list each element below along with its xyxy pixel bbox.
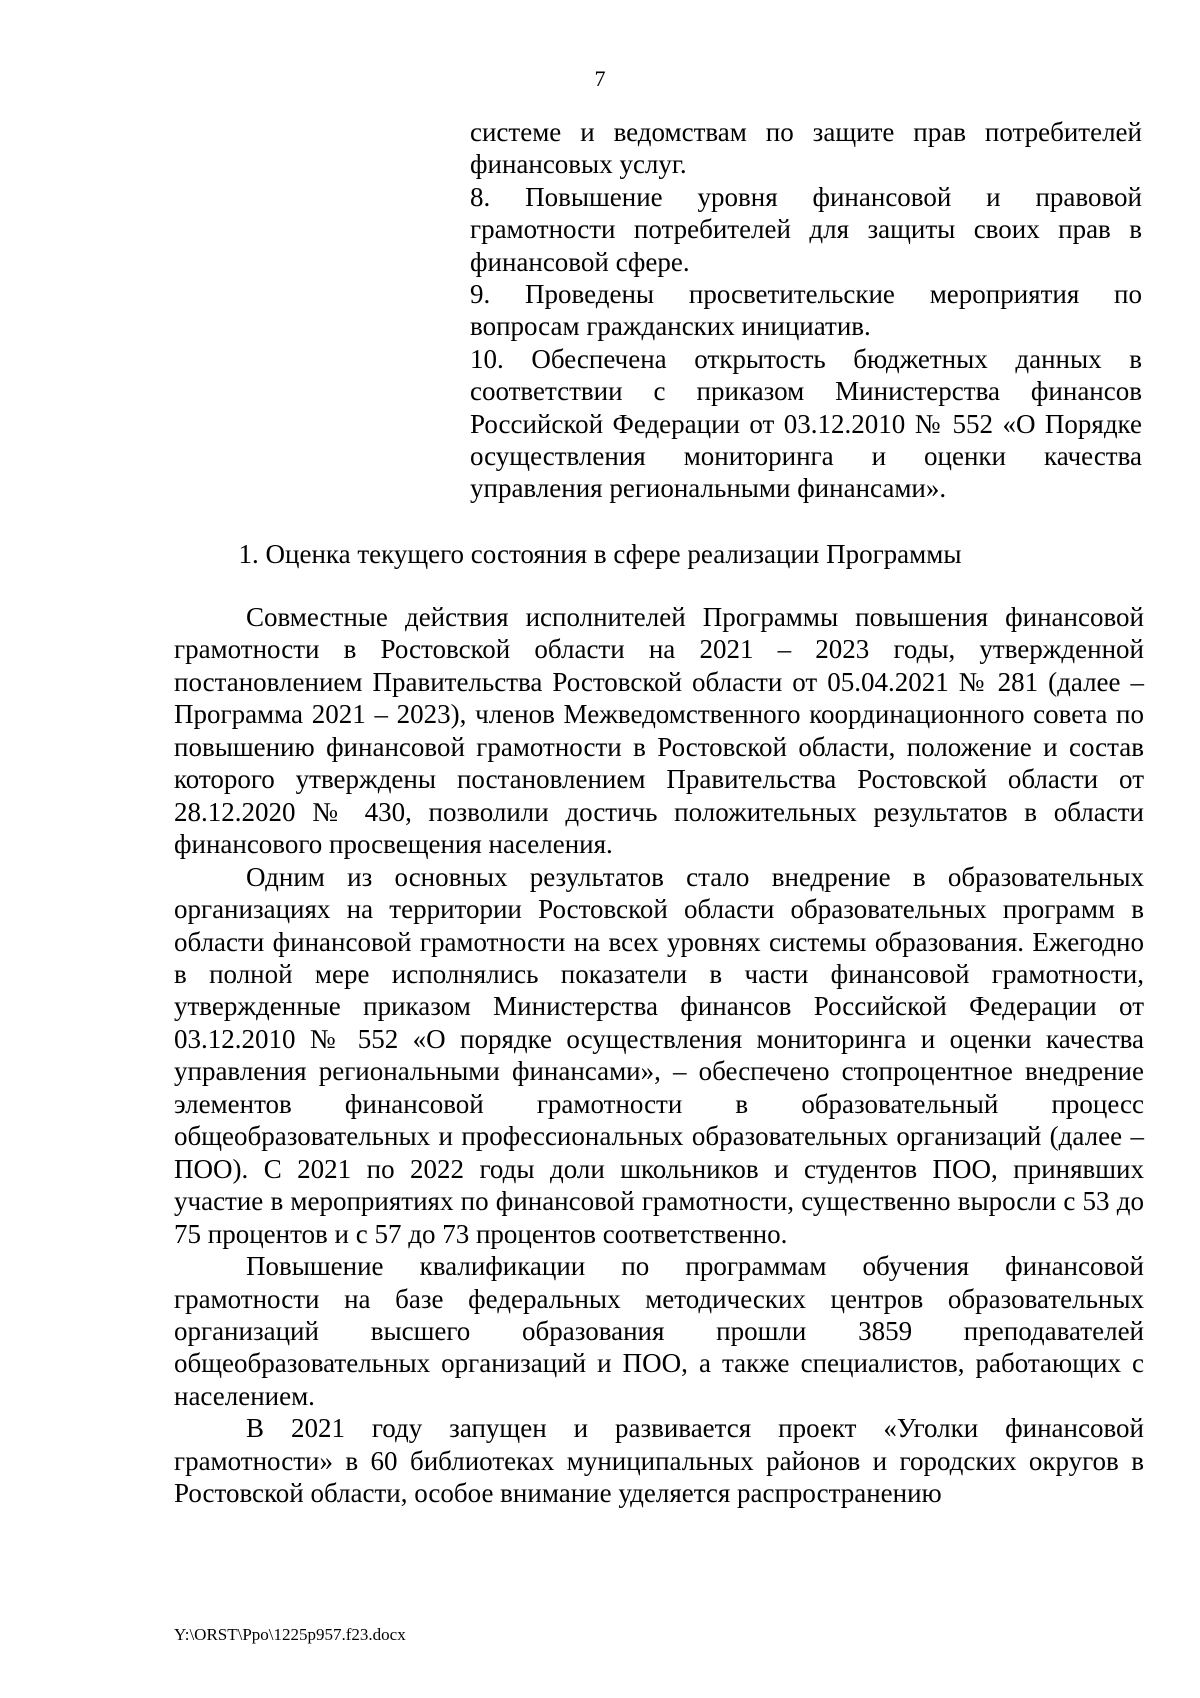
paragraph: Повышение квалификации по программам обучения финансовой грамотности на базе федеральных методических центров образовательных организаций высшего образования прошли 3859 преподавателей общеобразовательных организаций и ПОО, а также специалистов, работающих с населением. bbox=[174, 1251, 1144, 1411]
list-item: 10. Обеспечена открытость бюджетных данных в соответствии с приказом Министерства финансов Российской Федерации от 03.12.2010 № 552 «О Порядке осуществления мониторинга и оценки качества управления региональными финансами». bbox=[470, 343, 1142, 504]
list-item: системе и ведомствам по защите прав потребителей финансовых услуг. bbox=[470, 117, 1142, 180]
footer-file-path: Y:\ORST\Ppo\1225p957.f23.docx bbox=[174, 1625, 406, 1644]
page-number: 7 bbox=[594, 66, 606, 91]
paragraph: В 2021 году запущен и развивается проект «Уголки финансовой грамотности» в 60 библиотеках муниципальных районов и городских округов в Ростовской области, особое внимание уделяется распространению bbox=[174, 1413, 1144, 1509]
paragraph: Одним из основных результатов стало внедрение в образовательных организациях на территории Ростовской области образовательных программ в области финансовой грамотности на всех уровнях системы образования. Ежегодно в полной мере исполнялись показатели в части финансовой грамотности, утвержденные приказом Министерства финансов Российской Федерации от 03.12.2010 № 552 «О порядке осуществления мониторинга и оценки качества управления региональными финансами», – обеспечено стопроцентное внедрение элементов финансовой грамотности в образовательный процесс общеобразовательных и профессиональных образовательных организаций (далее – ПОО). С 2021 по 2022 годы доли школьников и студентов ПОО, принявших участие в мероприятиях по финансовой грамотности, существенно выросли с 53 до 75 процентов и с 57 до 73 процентов соответственно. bbox=[174, 861, 1144, 1249]
paragraph: Совместные действия исполнителей Программы повышения финансовой грамотности в Ростовской области на 2021 – 2023 годы, утвержденной постановлением Правительства Ростовской области от 05.04.2021 № 281 (далее – Программа 2021 – 2023), членов Межведомственного координационного совета по повышению финансовой грамотности в Ростовской области, положение и состав которого утверждены постановлением Правительства Ростовской области от 28.12.2020 № 430, позволили достичь положительных результатов в области финансового просвещения населения. bbox=[174, 602, 1144, 860]
list-item: 9. Проведены просветительские мероприятия по вопросам гражданских инициатив. bbox=[470, 279, 1142, 342]
list-continuation bbox=[470, 116, 1142, 505]
section-body bbox=[174, 601, 1144, 1510]
list-item: 8. Повышение уровня финансовой и правовой грамотности потребителей для защиты своих прав в финансовой сфере. bbox=[470, 181, 1142, 277]
section-heading: 1. Оценка текущего состояния в сфере реализации Программы bbox=[238, 539, 962, 569]
